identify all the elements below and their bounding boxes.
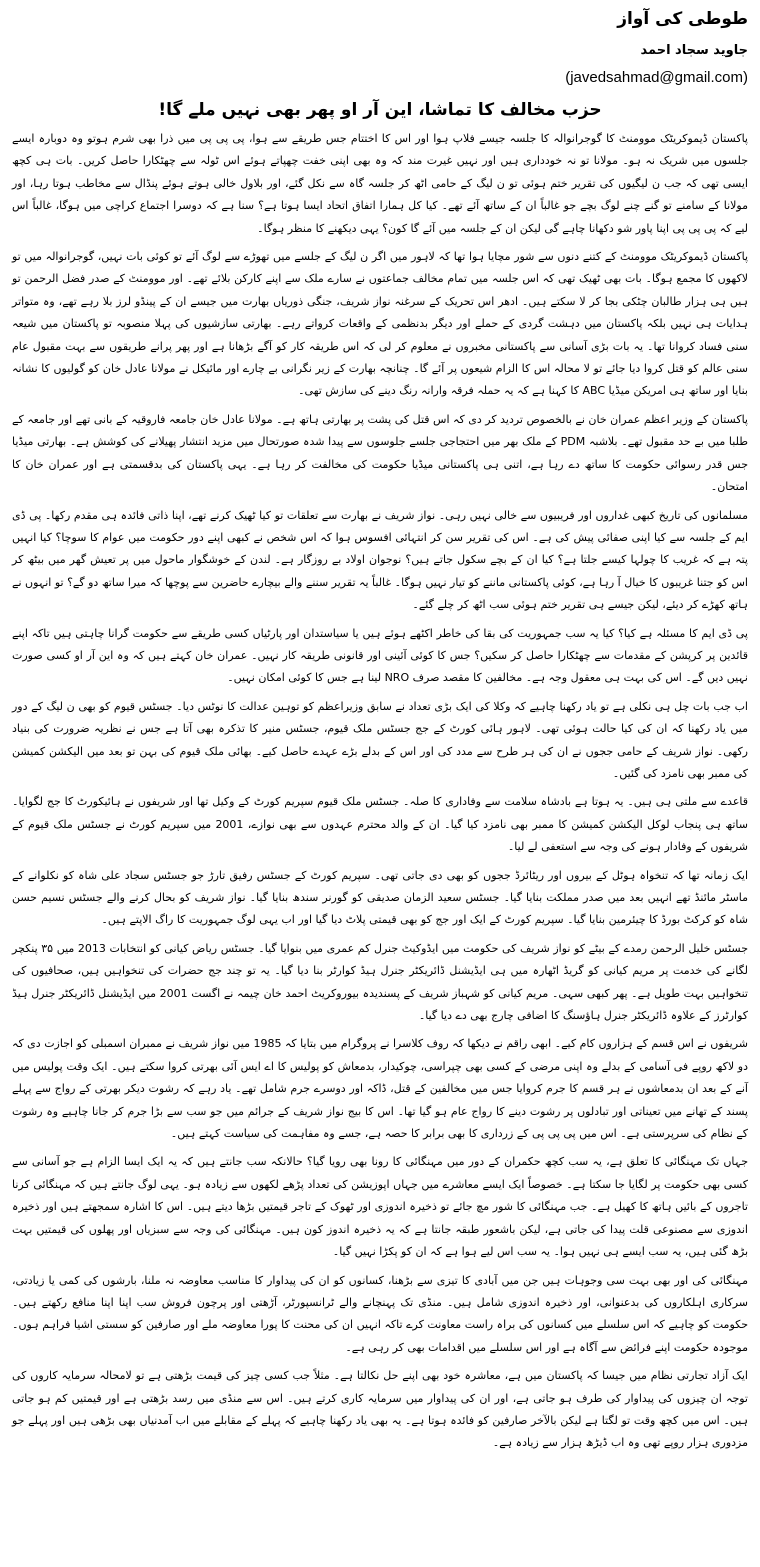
author-name: جاوید سجاد احمد xyxy=(640,43,748,58)
article-paragraph: مہنگائی کی اور بھی بہت سی وجوہات ہیں جن میں آبادی کا تیزی سے بڑھنا، کسانوں کو ان کی پیداوار کا مناسب معاوضہ نہ ملنا، بارشوں کی کمی یا زیادتی، سرکاری اہلکاروں کی بدعنوانی، اور ذخیرہ اندوزی شامل ہیں۔ منڈی تک پہنچانے والے ٹرانسپورٹر، آڑھتی اور پرچون فروش سب اپنا اپنا منافع رکھتے ہیں۔ حکومت کو چاہیے کہ اس سلسلے میں کسانوں کی براہ راست معاونت کرے تاکہ انہیں ان کی محنت کا پورا معاوضہ ملے اور صارفین کو سستی اشیا فراہم ہوں۔ موجودہ حکومت اپنے فرائض سے آگاہ ہے اور اس سلسلے میں اقدامات بھی کر رہی ہے۔ xyxy=(12,1273,748,1354)
article-body xyxy=(12,128,748,1455)
article-paragraph: قاعدے سے ملتی ہی ہیں۔ یہ ہوتا ہے بادشاہ سلامت سے وفاداری کا صلہ۔ جسٹس ملک قیوم سپریم کورٹ کے وکیل تھا اور شریفوں نے ہائیکورٹ کا جج لگوایا۔ ساتھ ہی پنجاب لوکل الیکشن کمیشن کا ممبر بھی نامزد کیا گیا۔ ان کے والد محترم عہدوں سے بھی نوازے، 2001 میں سپریم کورٹ نے جسٹس ملک قیوم کے شریفوں کے وفادار ہونے کی وجہ سے استعفی لے لیا۔ xyxy=(12,795,748,854)
article-paragraph: پاکستان ڈیموکریٹک موومنٹ کا گوجرانوالہ کا جلسہ جیسے فلاپ ہوا اور اس کا اختتام جس طریقے سے ہوا، پی پی پی میں ذرا بھی شرم ہوتو وہ دوبارہ ایسے جلسوں میں شریک نہ ہو۔ مولانا تو نہ خودداری ہیں اور نہیں غیرت مند کہ وہ بھی اپنی خفت چھپاتے ہوئے اس ٹولہ سے چھٹکارا حاصل کریں۔ بات ہی کچھ ایسی تھی کہ جب ن لیگیوں کی تقریر ختم ہوئی تو ن لیگ کے حامی اٹھ کر جلسہ گاہ سے نکل گئے، اور بلاول خالی ہوتے ہوئے پنڈال سے مخاطب ہوتا رہا، اور مولانا کے سامنے تو گنے چنے لوگ بچے جو غالباً ان کے ساتھ آئے تھے۔ کیا کل ہمارا اتفاق اتحاد ایسا ہوتا ہے؟ سنا ہے کہ دوسرا اجتماع کراچی میں ہوگا، غالباً اس لیے کہ پی پی پی اپنا پاور شو دکھانا چاہے گی لیکن ان کے جلسہ میں آئے گا کون؟ یہی دیکھنے کا منظر ہوگا۔ xyxy=(12,132,748,235)
article-paragraph: پاکستان ڈیموکریٹک موومنٹ کے کتنے دنوں سے شور مچایا ہوا تھا کہ لاہور میں اگر ن لیگ کے جلسے میں تھوڑے سے لوگ آئے تو کوئی بات نہیں، گوجرانوالہ میں تو لاکھوں کا مجمع ہوگا۔ بات بھی ٹھیک تھی کہ اس جلسہ میں تمام مخالف جماعتوں نے سارے ملک سے اپنے کارکن بلائے تھے۔ اور موومنٹ کے صدر فضل الرحمن تو ہیں ہی ہزار طالبان چٹکی بجا کر لا سکتے ہیں۔ ادھر اس تحریک کے سرغنہ نواز شریف، جنگی ذوریاں بھارت میں جیسے ان کے پینڈو لرز بلا رہے تھے، وہ متواتر ہدایات ہی نہیں بلکہ پاکستان میں دہشت گردی کے حملے اور دیگر بدنظمی کے واقعات کرواتے رہے۔ بھارتی سازشیوں کی پہلا منصوبہ تو پاکستان میں شیعہ سنی فساد کروانا تھا۔ یہ بات بڑی آسانی سے پاکستانی مخبروں نے معلوم کر لی کہ اس طریقہ کار کو آگے بڑھانا ہے اور پھر پرانے طریقوں سے بہت مقبول عام سنی عالم کو قتل کروا دیا جائے تو لا محالہ اس کا الزام شیعوں پر آئے گا۔ چنانچہ بھارت کے زیر نگرانی بے چارے اور مائیکل نے مولانا عادل خان کو گولیوں کا نشانہ بنایا اور ساتھ ہی امریکن میڈیا ABC کا کہنا ہے کہ یہ حملہ فرقہ وارانہ رنگ دینے کی سازش تھی۔ xyxy=(12,250,748,398)
article-paragraph: جسٹس خلیل الرحمن رمدے کے بیٹے کو نواز شریف کی حکومت میں ایڈوکیٹ جنرل کم عمری میں بنوایا گیا۔ جسٹس ریاض کیانی کو انتخابات 2013 میں ۳۵ پنکچر لگانے کی خدمت پر مریم کیانی کو گریڈ اٹھارہ میں ہی ایڈیشنل ڈائریکٹر جنرل ہیڈ کوارٹر بنا دیا گیا۔ یہ تو چند جج حضرات کی تنخواہیں ہیں، صحافیوں کی تنخواہیں بہت طویل ہے۔ پھر کبھی سہی۔ مریم کیانی کو شہباز شریف کے پسندیدہ بیوروکریٹ احمد خان چیمہ نے اگست 2001 میں ایڈیشنل ڈائریکٹر جنرل ہیڈ کوارٹرز کے علاوہ ڈائریکٹر جنرل ہاؤسنگ کا اضافی چارج بھی دے دیا گیا۔ xyxy=(12,941,748,1023)
article-paragraph: اب جب بات چل ہی نکلی ہے تو یاد رکھنا چاہیے کہ وکلا کی ایک بڑی تعداد نے سابق وزیراعظم کو توہین عدالت کا نوٹس دیا۔ جسٹس قیوم کو بھی ن لیگ کے دور میں یاد رکھنا کہ ان کی کیا حالت ہوئی تھی۔ لاہور ہائی کورٹ کے جج جسٹس ملک قیوم، جسٹس منیر کا تذکرہ بھی آتا ہے جس نے نظریہ ضرورت کی بنیاد رکھی۔ نواز شریف کے حامی ججوں نے ان کی ہر طرح سے مدد کی اور اس کے بدلے بڑے عہدے حاصل کیے۔ بھائی ملک قیوم کی بہن تو بعد میں الیکشن کمیشن کی ممبر بھی نامزد کی گئیں۔ xyxy=(12,699,748,780)
article-paragraph: پی ڈی ایم کا مسئلہ ہے کیا؟ کیا یہ سب جمہوریت کی بقا کی خاطر اکٹھے ہوئے ہیں یا سیاستدان اور پارٹیاں کسی طریقے سے حکومت گرانا چاہتی ہیں تاکہ اپنے قائدین پر کرپشن کے مقدمات سے چھٹکارا حاصل کر سکیں؟ جس کا کوئی آئینی اور قانونی طریقہ کار نہیں۔ عمران خان کہتے ہیں کہ وہ این آر او کسی صورت نہیں دیں گے۔ اس کی بہت ہی معقول وجہ ہے۔ مخالفین کا مقصد صرف NRO لینا ہے جس کا کوئی امکان نہیں۔ xyxy=(12,626,748,685)
article-headline: حزب مخالف کا تماشا، این آر او پھر بھی نہیں ملے گا! xyxy=(158,100,602,120)
article-paragraph: شریفوں نے اس قسم کے ہزاروں کام کیے۔ ابھی راقم نے دیکھا کہ روف کلاسرا نے پروگرام میں بتایا کہ 1985 میں نواز شریف نے ممبران اسمبلی کو اجازت دی کہ دو لاکھ روپے فی آسامی کے بدلے وہ اپنی مرضی کے کسی بھی چپراسی، چوکیدار، بدمعاش کو پولیس کا اے ایس آئی بھرتی کروا سکتے ہیں۔ ایک وقت پولیس میں آنے کے بعد ان بدمعاشوں نے ہر قسم کا جرم کروایا جس میں مخالفین کے قتل، ڈاکہ اور دوسرے جرم شامل تھے۔ یاد رہے کہ رشوت دیکر بھرتی کے رواج سے پہلے پسند کے تھانے میں تعیناتی اور تبادلوں پر رشوت دینے کا رواج عام ہو گیا تھا۔ اس کا بیج نواز شریف کے جرائم میں جو سب سے بڑا جرم کر جانا چاہیے وہ رشوت کے نظام کی سرپرستی ہے۔ اس میں پی پی پی کے زرداری کا بھی برابر کا حصہ ہے، جسے وہ مفاہمت کی سیاست کہتے ہیں۔ xyxy=(12,1037,748,1141)
article-paragraph: ایک زمانہ تھا کہ تنخواہ ہوٹل کے بیروں اور ریٹائرڈ ججوں کو بھی دی جاتی تھی۔ سپریم کورٹ کے جسٹس رفیق تارڑ جو جسٹس سجاد علی شاہ کو نکلوانے کے ماسٹر مائنڈ تھے انہیں بعد میں صدر مملکت بنایا گیا۔ جسٹس سعید الزمان صدیقی کو گورنر سندھ بنایا گیا۔ نواز شریف کو بحال کرنے والے جسٹس نسیم حسن شاہ کو کرکٹ بورڈ کا چیئرمین بنایا گیا۔ سپریم کورٹ کے ایک اور جج کو بھی قیمتی پلاٹ دیا گیا اور اب یہی لوگ جمہوریت کا راگ الاپتے ہیں۔ xyxy=(12,868,748,927)
column-title: طوطی کی آواز xyxy=(617,9,748,29)
article-paragraph: جہاں تک مہنگائی کا تعلق ہے، یہ سب کچھ حکمران کے دور میں مہنگائی کا رونا بھی رویا گیا؟ حالانکہ سب جانتے ہیں کہ یہ ایک ایسا الزام ہے جو آسانی سے کسی بھی حکومت پر لگایا جا سکتا ہے۔ خصوصاً ایک ایسے معاشرے میں جہاں اپوزیشن کی تعداد پڑھے لکھوں سے زیادہ ہو۔ یہی لوگ جانتے ہیں کہ مہنگائی کرنا تاجروں کے بائیں ہاتھ کا کھیل ہے۔ جب مہنگائی کا شور مچ جائے تو ذخیرہ اندوزی اور ٹھوک کے تاجر قیمتیں بڑھا دیتے ہیں۔ اس کا اشارہ سمجھتے ہیں اور ذخیرہ اندوزی سے مصنوعی قلت پیدا کی جاتی ہے، لیکن باشعور طبقہ جانتا ہے کہ یہ ذخیرہ اندوز کون ہیں۔ مہنگائی کی وجہ سے سبزیاں اور پھلوں کی قیمتیں بہت بڑھ گئی ہیں، یہ سب ایسے ہی نہیں ہوا۔ یہ سب اس لیے ہوا ہے کہ ان کو پکڑا نہیں گیا۔ xyxy=(12,1155,748,1259)
author-email: (javedsahmad@gmail.com) xyxy=(565,69,748,86)
article-paragraph: ایک آزاد تجارتی نظام میں جیسا کہ پاکستان میں ہے، معاشرہ خود بھی اپنے حل نکالتا ہے۔ مثلاً جب کسی چیز کی قیمت بڑھتی ہے تو لامحالہ سرمایہ کاروں کی توجہ ان چیزوں کی پیداوار کی طرف ہو جاتی ہے، اور ان کی پیداوار میں سرمایہ کاری کرتے ہیں۔ اس سے منڈی میں رسد بڑھتی ہے اور قیمتیں کم ہو جاتی ہیں۔ اس میں کچھ وقت تو لگتا ہے لیکن بالآخر صارفین کو فائدہ ہوتا ہے۔ یہ بھی یاد رکھنا چاہیے کہ پہلے کے مقابلے میں اب آمدنیاں بھی بڑھی ہیں اور پہلے جو مزدوری ہزار روپے تھی وہ اب ڈیڑھ ہزار سے زیادہ ہے۔ xyxy=(12,1369,748,1450)
article-paragraph: مسلمانوں کی تاریخ کبھی غداروں اور فریبیوں سے خالی نہیں رہی۔ نواز شریف نے بھارت سے تعلقات تو کیا ٹھیک کرنے تھے، اپنا ذاتی فائدہ ہی مقدم رکھا۔ پی ڈی ایم کے جلسہ سے کیا اپنی صفائی پیش کی ہے۔ اس کی تقریر سن کر انتہائی افسوس ہوا کہ اس شخص نے کبھی اپنے دور حکومت میں عوام کا سوچا؟ کیا انہیں پتہ ہے کہ غریب کا چولہا کیسے جلتا ہے؟ کیا ان کے بچے سکول جاتے ہیں؟ نوجوان اولاد بے روزگار ہے۔ لندن کے خوشگوار ماحول میں پر تعیش گھر میں بیٹھ کر اس کو جتنا غریبوں کا خیال آ رہا ہے، کوئی پاکستانی ماننے کو تیار نہیں ہوگا۔ غالباً یہ تقریر سننے والے بیچارے حاضرین سے پوچھا کہ میرا ساتھ دو گے؟ تو انہوں نے ہاتھ کھڑے کر دیئے، لیکن جیسے ہی تقریر ختم ہوئی سب اٹھ کر چلے گئے۔ xyxy=(12,508,748,612)
article-paragraph: پاکستان کے وزیر اعظم عمران خان نے بالخصوص تردید کر دی کہ اس قتل کی پشت پر بھارتی ہاتھ ہے۔ مولانا عادل خان جامعہ فاروقیہ کے بانی تھے اور جامعہ کے طلبا میں بے حد مقبول تھے۔ بلاشبہ PDM کے ملک بھر میں احتجاجی جلسے جلوسوں سے پیدا شدہ صورتحال میں مزید انتشار پھیلانے کی کوشش ہے۔ بھارتی میڈیا جس قدر رسوائی حکومت کا ساتھ دے رہا ہے، اتنی ہی پاکستانی میڈیا حکومت کی مخالفت کر رہا ہے۔ یہی پاکستان کی بدقسمتی ہے اور عمران خان کا امتحان۔ xyxy=(12,412,748,494)
